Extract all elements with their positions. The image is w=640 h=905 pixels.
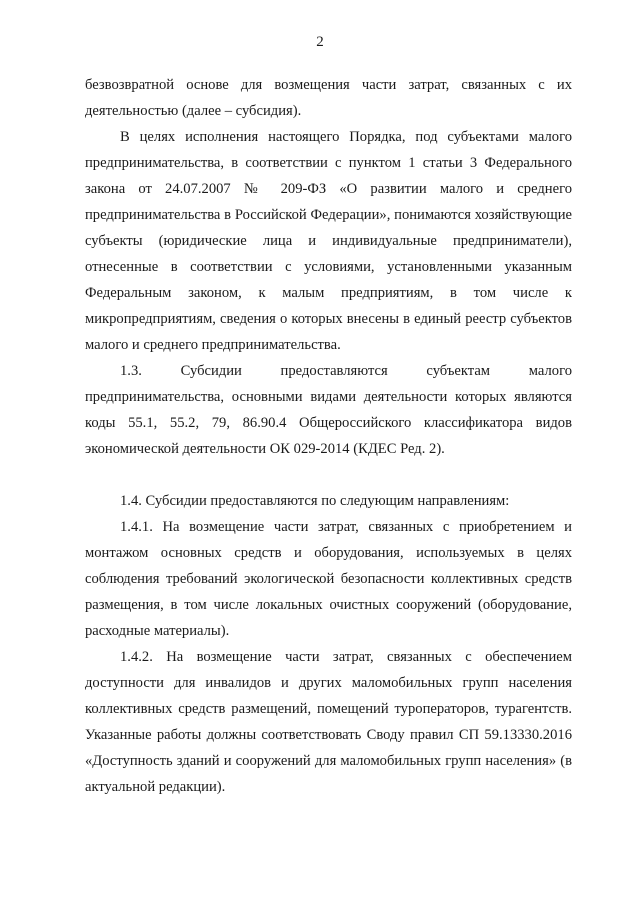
document-body	[85, 72, 572, 800]
paragraph-1-4-1: 1.4.1. На возмещение части затрат, связанных с приобретением и монтажом основных средств и оборудования, используемых в целях соблюдения требований экологической безопасности коллективных средств размещения, в том числе локальных очистных сооружений (оборудование, расходные материалы).	[85, 519, 572, 639]
paragraph-1-4-2: 1.4.2. На возмещение части затрат, связанных с обеспечением доступности для инвалидов и других маломобильных групп населения коллективных средств размещений, помещений туроператоров, турагентств. Указанные работы должны соответствовать Своду правил СП 59.13330.2016 «Доступность зданий и сооружений для маломобильных групп населения» (в актуальной редакции).	[85, 649, 572, 795]
page-number: 2	[316, 34, 324, 50]
paragraph-subsidy-continuation: безвозвратной основе для возмещения части затрат, связанных с их деятельностью (далее – субсидия).	[85, 77, 572, 119]
paragraph-small-business-definition: В целях исполнения настоящего Порядка, под субъектами малого предпринимательства, в соответствии с пунктом 1 статьи 3 Федерального закона от 24.07.2007 № 209-ФЗ «О развитии малого и среднего предпринимательства в Российской Федерации», понимаются хозяйствующие субъекты (юридические лица и индивидуальные предприниматели), отнесенные в соответствии с условиями, установленными указанным Федеральным законом, к малым предприятиям, в том числе к микропредприятиям, сведения о которых внесены в единый реестр субъектов малого и среднего предпринимательства.	[85, 129, 572, 353]
paragraph-1-3: 1.3. Субсидии предоставляются субъектам малого предпринимательства, основными видами деятельности которых являются коды 55.1, 55.2, 79, 86.90.4 Общероссийского классификатора видов экономической деятельности ОК 029-2014 (КДЕС Ред. 2).	[85, 363, 572, 457]
paragraph-1-4: 1.4. Субсидии предоставляются по следующим направлениям:	[120, 493, 510, 509]
